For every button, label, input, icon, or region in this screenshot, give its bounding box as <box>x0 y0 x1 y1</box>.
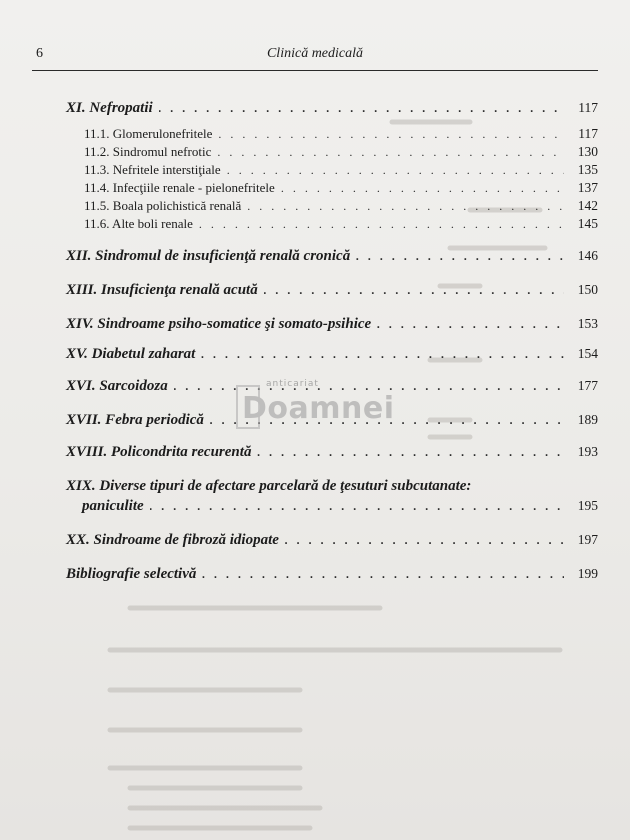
entry-page: 142 <box>577 198 598 213</box>
entry-title: XVIII. Policondrita recurentă <box>66 444 252 460</box>
dot-leader <box>377 317 564 332</box>
entry-title: 11.5. Boala polichistică renală <box>84 198 242 213</box>
dot-leader <box>247 199 564 214</box>
toc-entry-chapter-xii[interactable] <box>66 248 598 265</box>
entry-page: 137 <box>577 180 598 195</box>
dot-leader <box>217 145 564 160</box>
entry-page: 146 <box>577 248 598 263</box>
entry-title: XX. Sindroame de fibroză idiopate <box>66 532 279 548</box>
entry-page: 135 <box>577 162 598 177</box>
dot-leader <box>159 101 564 116</box>
entry-page: 150 <box>577 282 598 297</box>
dot-leader <box>356 249 564 264</box>
entry-title: 11.6. Alte boli renale <box>84 216 193 231</box>
entry-page: 117 <box>578 100 598 115</box>
dot-leader <box>199 217 564 232</box>
entry-page: 189 <box>577 412 598 427</box>
entry-title: XII. Sindromul de insuficienţă renală cronică <box>66 248 351 264</box>
page-header <box>0 46 630 66</box>
watermark-small-text: anticariat <box>266 379 319 389</box>
dot-leader <box>257 445 564 460</box>
dot-leader <box>264 283 564 298</box>
dot-leader <box>202 567 564 582</box>
entry-page: 199 <box>577 566 598 581</box>
entry-title: XI. Nefropatii <box>66 100 153 116</box>
entry-page: 153 <box>577 316 598 331</box>
running-title: Clinică medicală <box>266 46 364 61</box>
entry-title: Bibliografie selectivă <box>66 566 197 582</box>
toc-entry-chapter-xix-line1[interactable] <box>66 478 598 495</box>
entry-title: XIV. Sindroame psiho-somatice şi somato-psihice <box>66 316 372 332</box>
toc-entry-section-11-3[interactable] <box>84 162 598 178</box>
entry-title-continued: paniculite <box>82 498 144 514</box>
entry-page: 117 <box>578 126 598 141</box>
toc-entry-chapter-xviii[interactable] <box>66 444 598 461</box>
toc-entry-chapter-xiv[interactable] <box>66 316 598 333</box>
toc-entry-section-11-6[interactable] <box>84 216 598 232</box>
entry-page: 154 <box>577 346 598 361</box>
entry-title: XIII. Insuficienţa renală acută <box>66 282 258 298</box>
dot-leader <box>201 347 564 362</box>
entry-page: 195 <box>577 498 598 513</box>
entry-title: 11.3. Nefritele interstiţiale <box>84 162 221 177</box>
dot-leader <box>218 127 564 142</box>
toc-entry-chapter-xx[interactable] <box>66 532 598 549</box>
toc-entry-chapter-xiii[interactable] <box>66 282 598 299</box>
dot-leader <box>150 499 564 514</box>
toc-entry-section-11-5[interactable] <box>84 198 598 214</box>
dot-leader <box>227 163 564 178</box>
toc-entry-chapter-xix-line2[interactable] <box>82 498 598 515</box>
watermark-large-text: Doamnei <box>242 391 395 426</box>
header-rule <box>32 70 598 71</box>
entry-title: XIX. Diverse tipuri de afectare parcelară de ţesuturi subcutanate: <box>66 478 472 494</box>
entry-title: 11.4. Infecţiile renale - pielonefritele <box>84 180 275 195</box>
toc-entry-bibliography[interactable] <box>66 566 598 583</box>
toc-entry-section-11-2[interactable] <box>84 144 598 160</box>
entry-title: XVII. Febra periodică <box>66 412 204 428</box>
dot-leader <box>285 533 564 548</box>
entry-title: 11.2. Sindromul nefrotic <box>84 144 212 159</box>
toc-entry-chapter-xv[interactable] <box>66 346 598 363</box>
entry-page: 177 <box>577 378 598 393</box>
entry-title: XV. Diabetul zaharat <box>66 346 196 362</box>
entry-title: XVI. Sarcoidoza <box>66 378 168 394</box>
toc-entry-section-11-1[interactable] <box>84 126 598 142</box>
toc-entry-chapter-xi[interactable] <box>66 100 598 117</box>
dot-leader <box>281 181 564 196</box>
entry-page: 193 <box>577 444 598 459</box>
page-number: 6 <box>36 46 43 61</box>
entry-page: 197 <box>577 532 598 547</box>
entry-page: 130 <box>577 144 598 159</box>
toc-entry-section-11-4[interactable] <box>84 180 598 196</box>
entry-page: 145 <box>577 216 598 231</box>
watermark <box>236 375 396 445</box>
entry-title: 11.1. Glomerulonefritele <box>84 126 213 141</box>
